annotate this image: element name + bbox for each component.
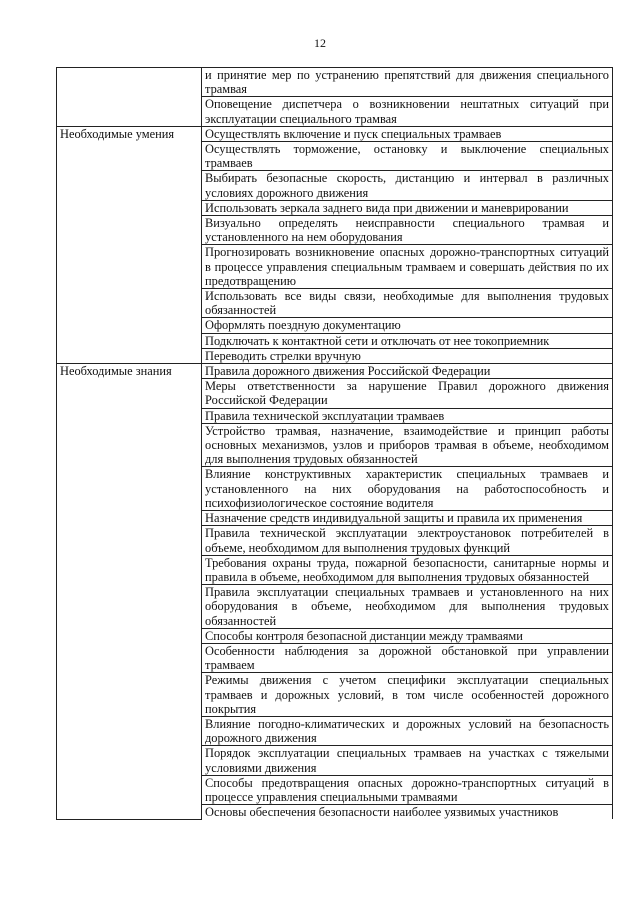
requirement-text-cell: Способы контроля безопасной дистанции между трамваями: [202, 628, 613, 643]
table-body: [57, 68, 613, 820]
competency-table: [56, 67, 613, 820]
requirement-text-cell: Прогнозировать возникновение опасных дорожно-транспортных ситуаций в процессе управления специальным трамваем и совершать действия по их предотвращению: [202, 245, 613, 289]
requirement-text-cell: Подключать к контактной сети и отключать от нее токоприемник: [202, 333, 613, 348]
requirement-text-cell: Переводить стрелки вручную: [202, 348, 613, 363]
table-row: [57, 126, 613, 141]
table-row: [57, 68, 613, 97]
requirement-text-cell: Использовать все виды связи, необходимые для выполнения трудовых обязанностей: [202, 289, 613, 318]
group-label-cell: Необходимые знания: [57, 364, 202, 820]
requirement-text-cell: Меры ответственности за нарушение Правил дорожного движения Российской Федерации: [202, 379, 613, 408]
requirement-text-cell: Способы предотвращения опасных дорожно-транспортных ситуаций в процессе управления специальными трамваями: [202, 775, 613, 804]
requirement-text-cell: Влияние погодно-климатических и дорожных условий на безопасность дорожного движения: [202, 716, 613, 745]
requirement-text-cell: Осуществлять торможение, остановку и выключение специальных трамваев: [202, 142, 613, 171]
requirement-text-cell: Особенности наблюдения за дорожной обстановкой при управлении трамваем: [202, 643, 613, 672]
requirement-text-cell: Использовать зеркала заднего вида при движении и маневрировании: [202, 200, 613, 215]
group-label-cell: [57, 68, 202, 127]
table-row: [57, 364, 613, 379]
requirement-text-cell: Режимы движения с учетом специфики эксплуатации специальных трамваев и дорожных условий, в том числе особенностей дорожного покрытия: [202, 673, 613, 717]
requirement-text-cell: Порядок эксплуатации специальных трамваев на участках с тяжелыми условиями движения: [202, 746, 613, 775]
requirement-text-cell: Визуально определять неисправности специального трамвая и установленного на нем оборудования: [202, 216, 613, 245]
requirement-text-cell: Влияние конструктивных характеристик специальных трамваев и установленного на них оборудования на работоспособность и психофизиологическое состояние водителя: [202, 467, 613, 511]
page-number: 12: [314, 36, 326, 50]
requirement-text-cell: Оформлять поездную документацию: [202, 318, 613, 333]
requirement-text-cell: и принятие мер по устранению препятствий для движения специального трамвая: [202, 68, 613, 97]
requirement-text-cell: Правила эксплуатации специальных трамваев и установленного на них оборудования в объеме, необходимом для выполнения трудовых обязанностей: [202, 585, 613, 629]
requirement-text-cell: Основы обеспечения безопасности наиболее уязвимых участников: [202, 805, 613, 820]
requirement-text-cell: Осуществлять включение и пуск специальных трамваев: [202, 126, 613, 141]
requirement-text-cell: Назначение средств индивидуальной защиты и правила их применения: [202, 511, 613, 526]
requirement-text-cell: Устройство трамвая, назначение, взаимодействие и принцип работы основных механизмов, узлов и приборов трамвая в объеме, необходимом для выполнения трудовых обязанностей: [202, 423, 613, 467]
requirement-text-cell: Требования охраны труда, пожарной безопасности, санитарные нормы и правила в объеме, необходимом для выполнения трудовых обязанностей: [202, 555, 613, 584]
requirement-text-cell: Правила технической эксплуатации трамваев: [202, 408, 613, 423]
requirement-text-cell: Оповещение диспетчера о возникновении нештатных ситуаций при эксплуатации специального трамвая: [202, 97, 613, 126]
requirement-text-cell: Выбирать безопасные скорость, дистанцию и интервал в различных условиях дорожного движения: [202, 171, 613, 200]
requirement-text-cell: Правила технической эксплуатации электроустановок потребителей в объеме, необходимом для выполнения трудовых функций: [202, 526, 613, 555]
group-label-cell: Необходимые умения: [57, 126, 202, 363]
requirement-text-cell: Правила дорожного движения Российской Федерации: [202, 364, 613, 379]
